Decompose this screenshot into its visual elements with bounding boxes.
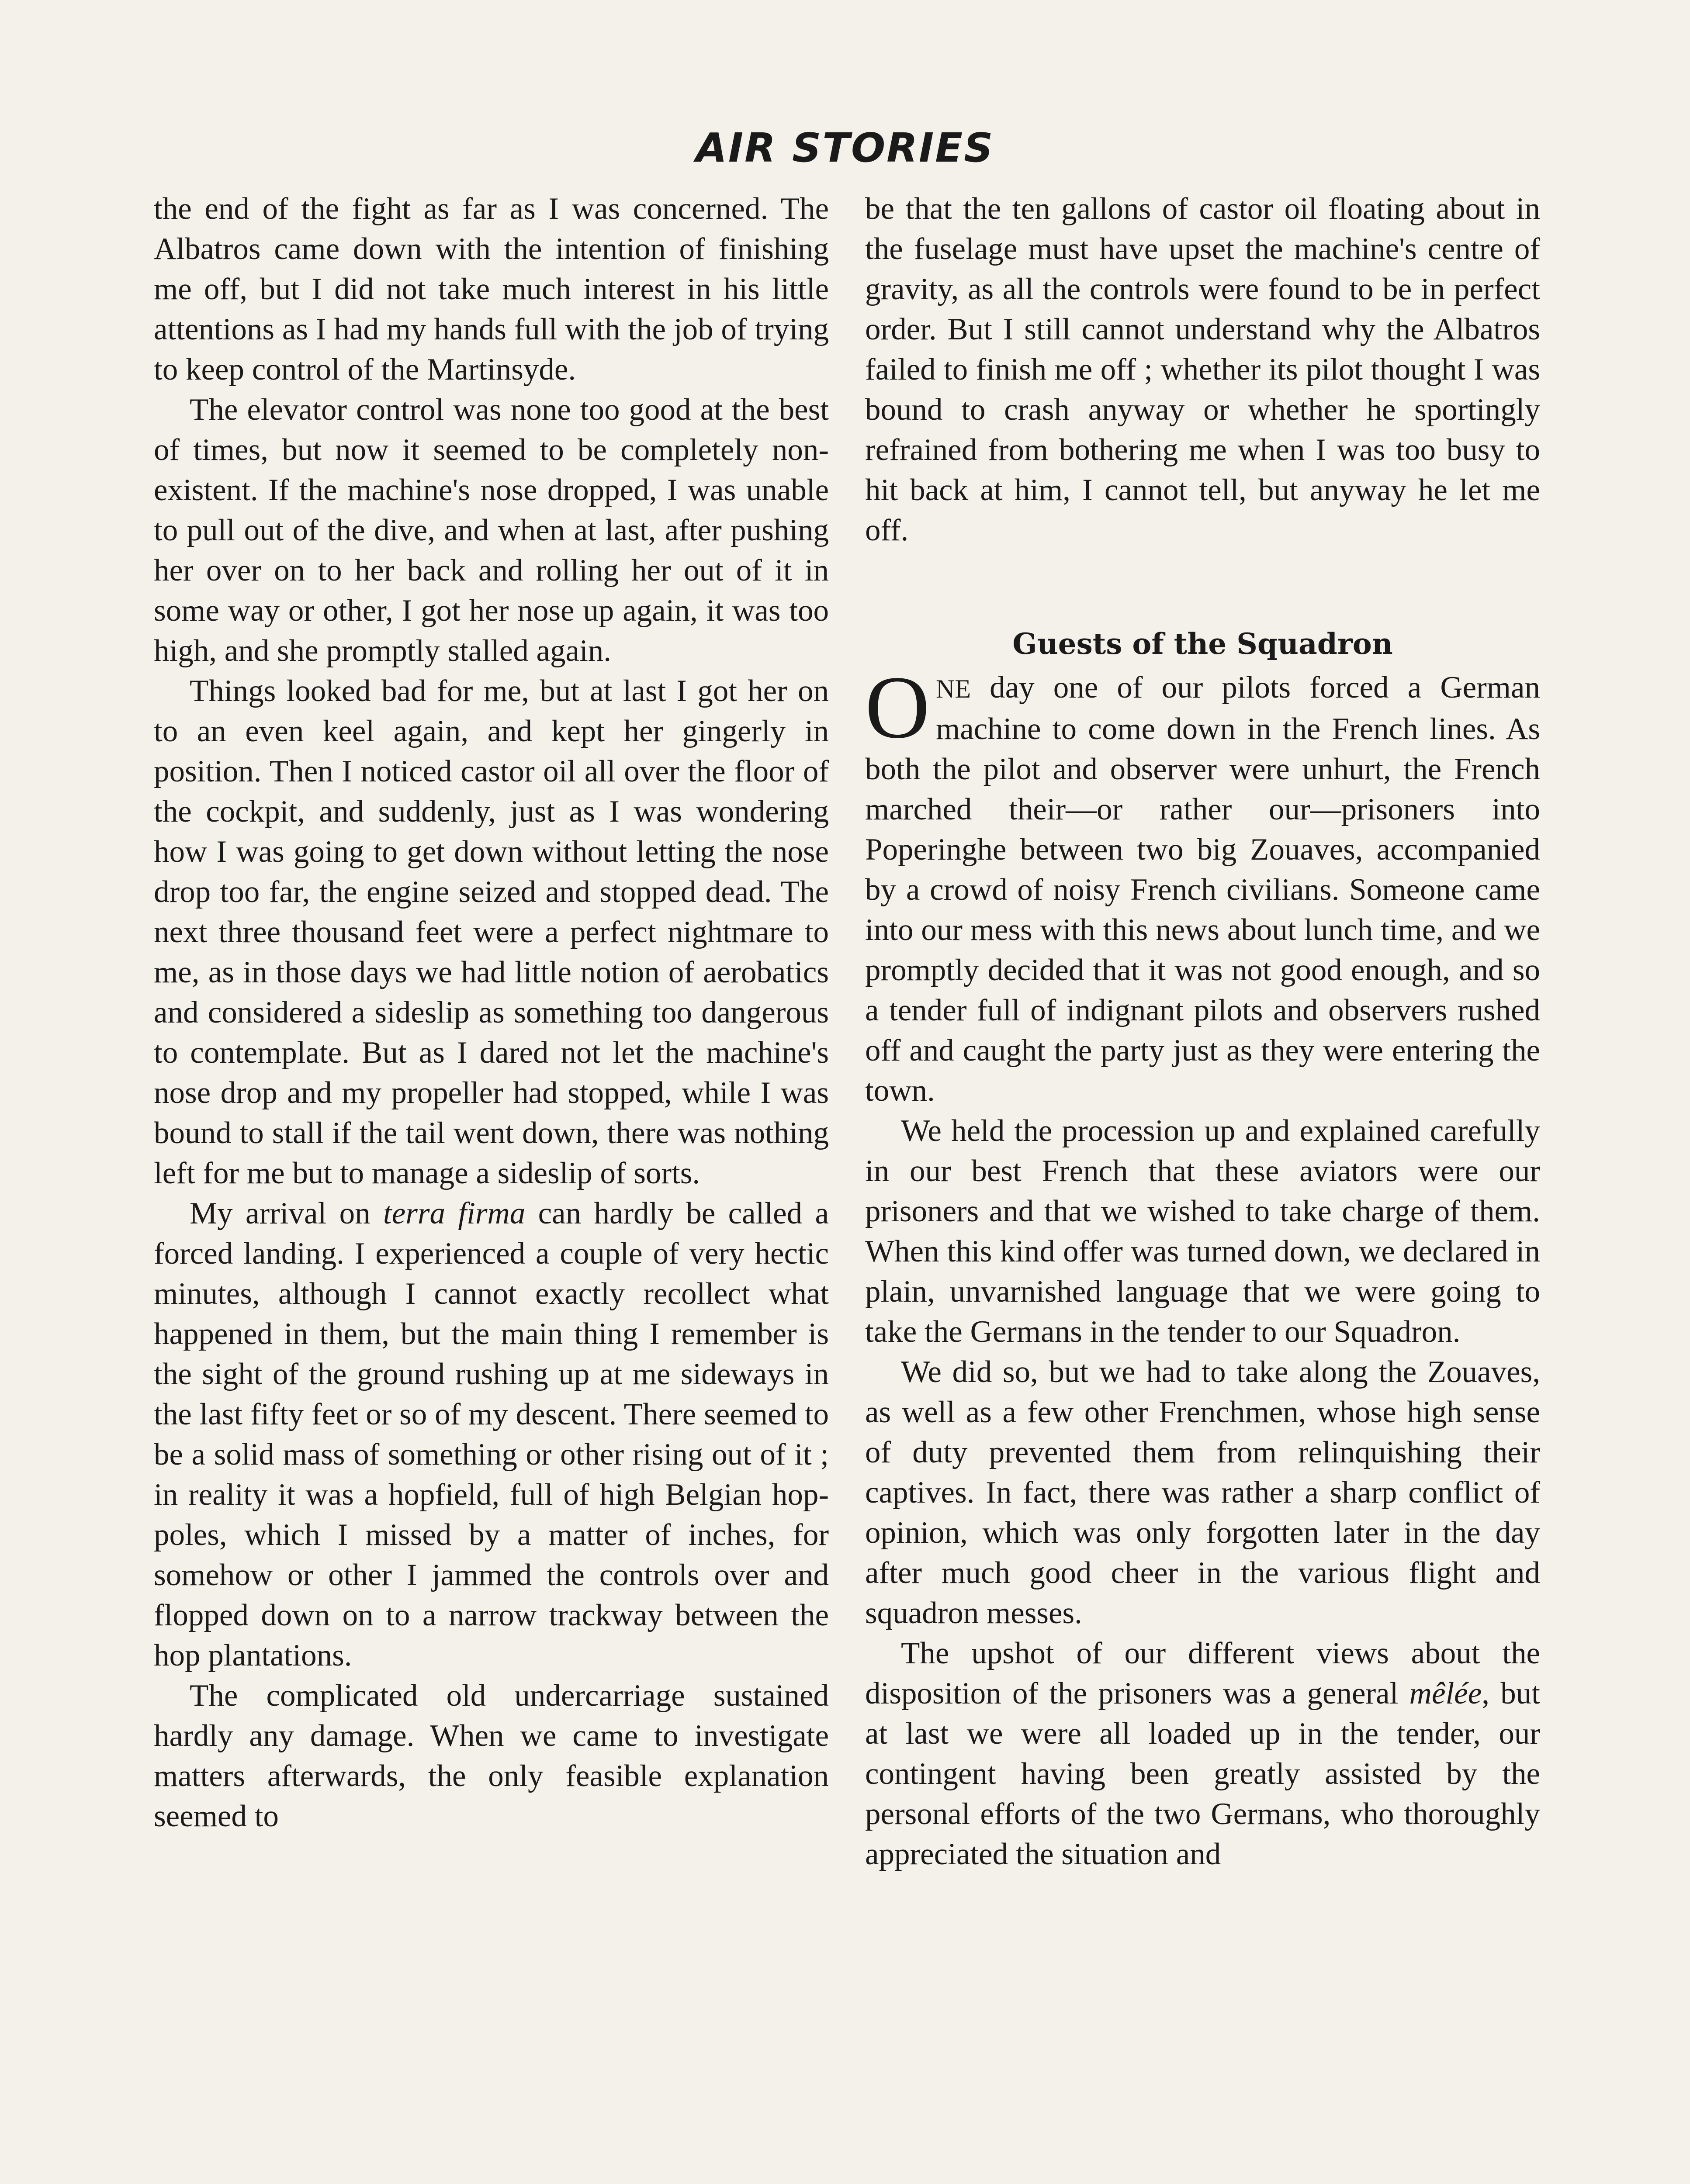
running-head: AIR STORIES (696, 124, 994, 171)
text-run: day one of our pilots forced a German machine to come down in the French lines. As both the pilot and observer were unhurt, the French marched their—or rather our—prisoners into Poperinghe between two big Zouaves, accompanied by a crowd of noisy French civilians. Someone came into our mess with this news about lunch time, and we promptly decided that it was not good enough, and so a tender full of indignant pilots and observers rushed off and caught the party just as they were entering the town. (865, 670, 1540, 1108)
paragraph: The elevator control was none too good at the best of times, but now it seemed to be completely non-existent. If the machine's nose dropped, I was unable to pull out of the dive, and when at last, after pushing her over on to her back and rolling her out of it in some way or other, I got her nose up again, it was too high, and she promptly stalled again. (154, 393, 829, 668)
text-run: My arrival on (190, 1196, 383, 1230)
paragraph: The complicated old undercarriage sustained hardly any damage. When we came to investigate matters afterwards, the only feasible explanation seemed to (154, 1679, 829, 1833)
text-run: The upshot of our different views about the disposition of the prisoners was a general (865, 1636, 1540, 1711)
small-caps-word: NE (936, 674, 971, 703)
paragraph (154, 1193, 829, 1676)
drop-cap: O (865, 658, 930, 757)
paragraph: be that the ten gallons of castor oil floating about in the fuselage must have upset the machine's centre of gravity, as all the controls were found to be in perfect order. But I still cannot understand why the Albatros failed to finish me off ; whether its pilot thought I was bound to crash anyway or whether he sportingly refrained from bothering me when I was too busy to hit back at him, I cannot tell, but anyway he let me off. (865, 192, 1540, 547)
text-run: can hardly be called a forced landing. I experienced a couple of very hectic minutes, although I cannot exactly recollect what happened in them, but the main thing I remember is the sight of the ground rushing up at me sideways in the last fifty feet or so of my descent. There seemed to be a solid mass of something or other rising out of it ; in reality it was a hopfield, full of high Belgian hop-poles, which I missed by a matter of inches, for somehow or other I jammed the controls over and flopped down on to a narrow trackway between the hop plantations. (154, 1196, 829, 1673)
paragraph (865, 658, 1540, 1111)
text-run: , but at last we were all loaded up in the tender, our contingent having been greatly assisted by the personal efforts of the two Germans, who thoroughly appreciated the situation and (865, 1676, 1540, 1871)
italic-phrase: mêlée (1409, 1676, 1482, 1711)
paragraph: Things looked bad for me, but at last I got her on to an even keel again, and kept her gingerly in position. Then I noticed castor oil all over the floor of the cockpit, and suddenly, just as I was wondering how I was going to get down without letting the nose drop too far, the engine seized and stopped dead. The next three thousand feet were a perfect nightmare to me, as in those days we had little notion of aerobatics and considered a sideslip as something too dangerous to contemplate. But as I dared not let the machine's nose drop and my propeller had stopped, while I was bound to stall if the tail went down, there was nothing left for me but to manage a sideslip of sorts. (154, 674, 829, 1190)
left-column (154, 189, 829, 1836)
right-column (865, 189, 1540, 1874)
italic-phrase: terra firma (383, 1196, 526, 1230)
paragraph: We held the procession up and explained carefully in our best French that these aviators were our prisoners and that we wished to take charge of them. When this kind offer was turned down, we declared in plain, unvarnished language that we were going to take the Germans in the tender to our Squadron. (865, 1114, 1540, 1349)
paragraph: the end of the fight as far as I was concerned. The Albatros came down with the intention of finishing me off, but I did not take much interest in his little attentions as I had my hands full with the job of trying to keep control of the Martinsyde. (154, 192, 829, 387)
section-heading: Guests of the Squadron (1012, 627, 1393, 661)
paragraph: We did so, but we had to take along the Zouaves, as well as a few other Frenchmen, whose high sense of duty prevented them from relinquishing their captives. In fact, there was rather a sharp conflict of opinion, which was only forgotten later in the day after much good cheer in the various flight and squadron messes. (865, 1355, 1540, 1630)
paragraph (865, 1633, 1540, 1874)
